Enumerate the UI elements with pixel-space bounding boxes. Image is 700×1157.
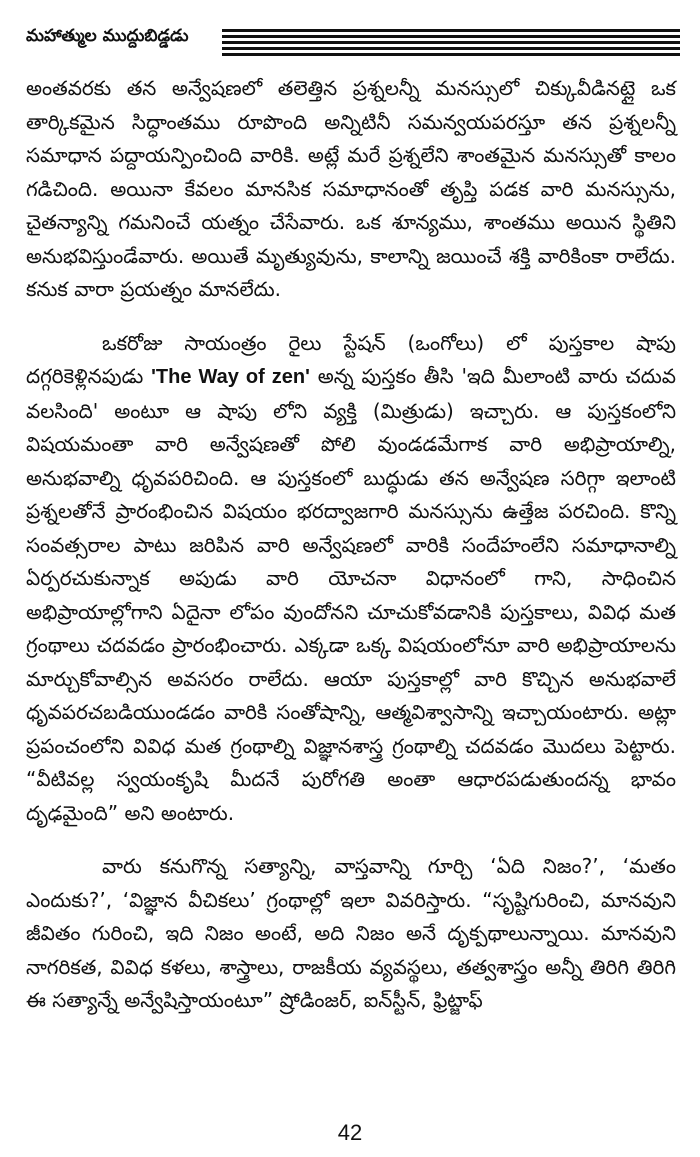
book-title-the-way-of-zen: 'The Way of zen' xyxy=(151,366,310,388)
book-title: మహాత్ముల ముద్దుబిడ్డడు xyxy=(26,26,189,46)
paragraph-2 xyxy=(26,327,676,831)
page-body xyxy=(26,72,676,1018)
paragraph-1: అంతవరకు తన అన్వేషణలో తలెత్తిన ప్రశ్నలన్నీ మనస్సులో చిక్కువీడినట్లై ఒక తార్కికమైన సిద్ధాంతము రూపొంది అన్నిటినీ సమన్వయపరస్తూ తన ప్రశ్నలన్నీ సమాధాన పద్దాయన్పించింది వారికి. అట్లే మరే ప్రశ్నలేని శాంతమైన మనస్సుతో కాలం గడిచింది. అయినా కేవలం మానసిక సమాధానంతో తృప్తి పడక వారి మనస్సును, చైతన్యాన్ని గమనించే యత్నం చేసేవారు. ఒక శూన్యము, శాంతము అయిన స్థితిని అనుభవిస్తుండేవారు. అయితే మృత్యువును, కాలాన్ని జయించే శక్తి వారికింకా రాలేదు. కనుక వారా ప్రయత్నం మానలేదు. xyxy=(26,76,676,301)
paragraph-2-start: ఒకరోజు సాయంత్రం రైలు స్టేషన్ (ఒంగోలు) లో పుస్తకాల షాపు దగ్గరికెళ్లినపుడు xyxy=(26,330,676,388)
paragraph-3: వారు కనుగొన్న సత్యాన్ని, వాస్తవాన్ని గూర్చి ‘ఏది నిజం?’, ‘మతం ఎందుకు?’, ‘విజ్ఞాన వీచికలు’ గ్రంథాల్లో ఇలా వివరిస్తారు. “సృష్టిగురించి, మానవుని జీవితం గురించి, ఇది నిజం అంటే, అది నిజం అనే దృక్పథాలున్నాయి. మానవుని నాగరికత, వివిధ కళలు, శాస్త్రాలు, రాజకీయ వ్యవస్థలు, తత్వశాస్త్రం అన్నీ తిరిగి తిరిగి ఈ సత్యాన్నే అన్వేషిస్తాయంటూ” ష్రోడింజర్, ఐన్‌స్టీన్, ఫ్రిట్జాఫ్ xyxy=(26,854,676,1012)
running-header xyxy=(26,24,680,62)
header-rule-lines xyxy=(222,29,680,57)
page-number: 42 xyxy=(337,1120,363,1145)
paragraph-2-rest: అన్న పుస్తకం తీసి 'ఇది మీలాంటి వారు చదువ వలసింది' అంటూ ఆ షాపు లోని వ్యక్తి (మిత్రుడు) ఇచ్చారు. ఆ పుస్తకంలోని విషయమంతా వారి అన్వేషణతో పోలి వుండడమేగాక వారి అభిప్రాయాల్ని, అనుభవాల్ని ధృవపరిచింది. ఆ పుస్తకంలో బుద్ధుడు తన అన్వేషణ సరిగ్గా ఇలాంటి ప్రశ్నలతోనే ప్రారంభించిన విషయం భరద్వాజగారి మనస్సును ఉత్తేజ పరచింది. కొన్ని సంవత్సరాల పాటు జరిపిన వారి అన్వేషణలో వారికి సందేహంలేని సమాధానాల్ని ఏర్పరచుకున్నాక అపుడు వారి యోచనా విధానంలో గాని, సాధించిన అభిప్రాయాల్లోగాని ఏదైనా లోపం వుందోనని చూచుకోవడానికి పుస్తకాలు, వివిధ మత గ్రంథాలు చదవడం ప్రారంభించారు. ఎక్కడా ఒక్క విషయంలోనూ వారి అభిప్రాయాలను మార్చుకోవాల్సిన అవసరం రాలేదు. ఆయా పుస్తకాల్లో వారి కొచ్చిన అనుభవాలే ధృవపరచబడియుండడం వారికి సంతోషాన్ని, ఆత్మవిశ్వాసాన్ని ఇచ్చాయంటారు. అట్లా ప్రపంచంలోని వివిధ మత గ్రంథాల్ని విజ్ఞానశాస్త్ర గ్రంథాల్ని చదవడం మొదలు పెట్టారు. “వీటివల్ల స్వయంకృషి మీదనే పురోగతి అంతా ఆధారపడుతుందన్న భావం దృఢమైంది” అని అంటారు. xyxy=(26,364,676,825)
